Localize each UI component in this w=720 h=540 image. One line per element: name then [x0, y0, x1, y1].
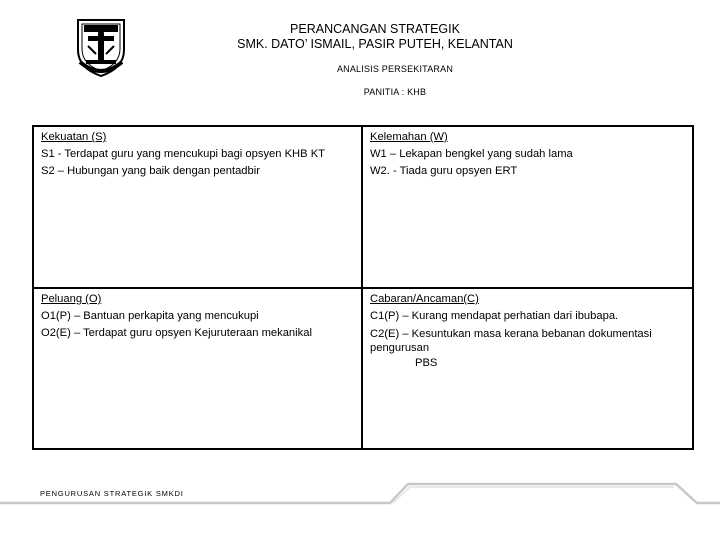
page-title-line2: SMK. DATO’ ISMAIL, PASIR PUTEH, KELANTAN [237, 37, 513, 51]
threats-heading: Cabaran/Ancaman(C) [370, 293, 479, 305]
threats-quadrant [363, 289, 692, 448]
strength-item: S1 - Terdapat guru yang mencukupi bagi opsyen KHB KT [41, 148, 325, 160]
footer-label: PENGURUSAN STRATEGIK SMKDI [40, 489, 184, 498]
strengths-heading: Kekuatan (S) [41, 131, 107, 143]
page-subtitle-analysis: ANALISIS PERSEKITARAN [336, 64, 454, 74]
weaknesses-quadrant [363, 127, 692, 289]
strengths-quadrant [34, 127, 363, 289]
weakness-item: W2. - Tiada guru opsyen ERT [370, 165, 518, 177]
threat-item-continuation: PBS [415, 357, 438, 369]
opportunities-quadrant [34, 289, 363, 448]
threat-item: C2(E) – Kesuntukan masa kerana bebanan dokumentasi pengurusan [370, 328, 652, 354]
page-title-line1: PERANCANGAN STRATEGIK [290, 22, 460, 36]
strength-item: S2 – Hubungan yang baik dengan pentadbir [41, 165, 260, 177]
page-subtitle-panel: PANITIA : KHB [363, 87, 427, 97]
weakness-item: W1 – Lekapan bengkel yang sudah lama [370, 148, 573, 160]
weaknesses-heading: Kelemahan (W) [370, 131, 448, 143]
swot-matrix [32, 125, 694, 450]
school-crest-icon [74, 16, 128, 78]
opportunities-heading: Peluang (O) [41, 293, 102, 305]
opportunity-item: O1(P) – Bantuan perkapita yang mencukupi [41, 310, 259, 322]
opportunity-item: O2(E) – Terdapat guru opsyen Kejuruteraan mekanikal [41, 327, 312, 339]
threat-item: C1(P) – Kurang mendapat perhatian dari ibubapa. [370, 310, 619, 322]
